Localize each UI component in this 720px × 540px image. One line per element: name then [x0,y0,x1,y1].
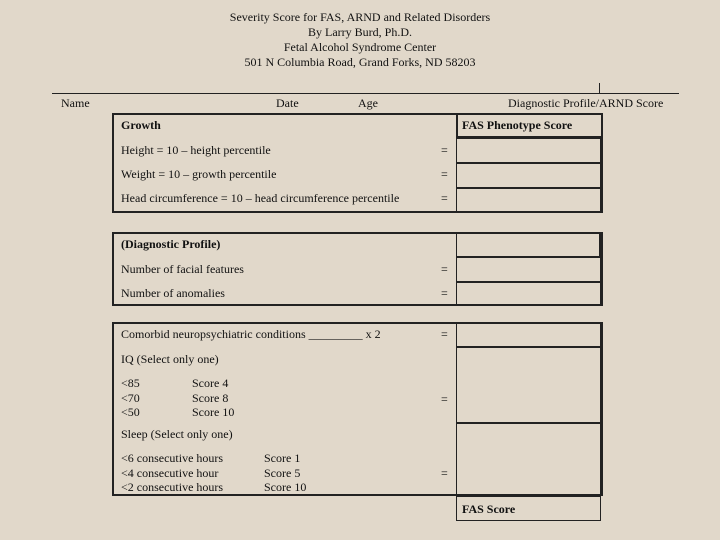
facial-features-row: Number of facial features [121,262,244,276]
comorbid-score-field[interactable] [456,322,601,347]
sleep-score-1: Score 1 [264,451,301,465]
anomalies-row: Number of anomalies [121,286,225,300]
form-address: 501 N Columbia Road, Grand Forks, ND 58203 [244,55,476,69]
sleep-ranges [121,451,223,495]
growth-title: Growth [121,118,161,132]
form-author: By Larry Burd, Ph.D. [308,25,412,39]
diagnostic-header-cell [456,232,601,257]
height-row: Height = 10 – height percentile [121,143,271,157]
comorbid-row: Comorbid neuropsychiatric conditions _________ x 2 [121,327,381,341]
date-label: Date [276,96,299,110]
iq-score-10: Score 10 [192,405,235,419]
age-label: Age [358,96,378,110]
iq-scores [192,376,234,420]
form-title: Severity Score for FAS, ARND and Related Disorders [229,10,491,24]
head-circumference-score-field[interactable] [456,188,601,213]
name-line [52,93,679,94]
height-score-field[interactable] [456,138,601,163]
anomalies-equals: = [441,286,448,300]
weight-row: Weight = 10 – growth percentile [121,167,277,181]
diagnostic-title: (Diagnostic Profile) [121,237,221,251]
head-circumference-equals: = [441,191,448,205]
sleep-title: Sleep (Select only one) [121,427,233,441]
head-circumference-row: Head circumference = 10 – head circumference percentile [121,191,400,205]
weight-equals: = [441,167,448,181]
iq-range-70: <70 [121,390,140,405]
sleep-scores [264,451,306,495]
phenotype-label: FAS Phenotype Score [462,118,573,132]
profile-divider [599,83,600,94]
name-label: Name [61,96,90,110]
iq-range-50: <50 [121,405,140,419]
form-organization: Fetal Alcohol Syndrome Center [283,40,437,54]
iq-score-8: Score 8 [192,390,229,405]
sleep-equals: = [441,466,448,480]
sleep-score-field[interactable] [456,423,601,496]
profile-label: Diagnostic Profile/ARND Score [508,96,664,110]
iq-ranges [121,376,140,420]
sleep-score-10: Score 10 [264,480,307,494]
sleep-range-2: <2 consecutive hours [121,480,224,494]
facial-features-score-field[interactable] [456,257,601,282]
iq-score-field[interactable] [456,347,601,423]
height-equals: = [441,143,448,157]
iq-range-85: <85 [121,376,140,390]
facial-features-equals: = [441,262,448,276]
anomalies-score-field[interactable] [456,282,601,306]
iq-score-4: Score 4 [192,376,229,390]
iq-title: IQ (Select only one) [121,352,219,366]
comorbid-equals: = [441,327,448,341]
sleep-range-6: <6 consecutive hours [121,451,224,465]
weight-score-field[interactable] [456,163,601,188]
sleep-score-5: Score 5 [264,465,301,480]
sleep-range-4: <4 consecutive hour [121,465,219,480]
form-header [0,10,720,70]
iq-equals: = [441,392,448,406]
fas-score-label: FAS Score [462,502,516,516]
